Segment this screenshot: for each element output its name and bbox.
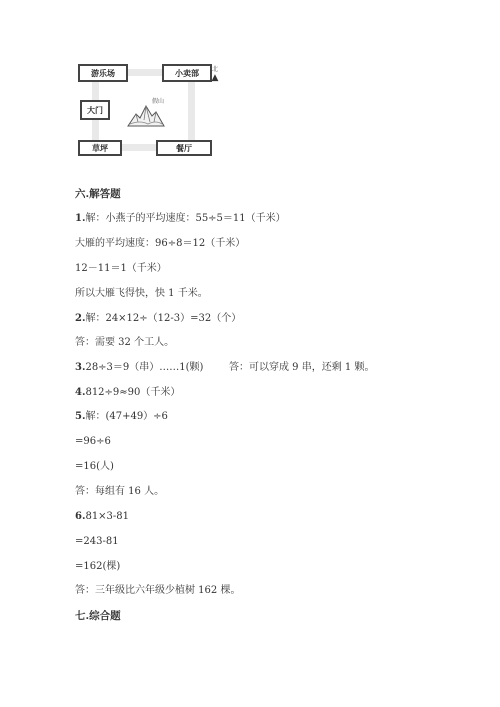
map-amusement-park: 游乐场 xyxy=(78,64,128,82)
q4-line: 4.812÷9≈90（千米） xyxy=(75,387,181,398)
map-hill-label: 假山 xyxy=(152,98,165,105)
hill-icon xyxy=(126,100,166,128)
q5-line-2: =96÷6 xyxy=(75,436,111,447)
q2-line-1: 2.解：24×12÷（12-3）=32（个） xyxy=(75,313,242,324)
q6-line-4: 答：三年级比六年级少植树 162 棵。 xyxy=(75,585,241,596)
q2-line-2: 答：需要 32 个工人。 xyxy=(75,337,175,348)
q3-answer: 答：可以穿成 9 串，还剩 1 颗。 xyxy=(229,362,375,373)
q5-line-3: =16(人) xyxy=(75,461,114,472)
q6-number: 6. xyxy=(75,511,86,522)
q5-line-1: 5.解：(47+49）÷6 xyxy=(75,411,168,422)
q6-line-2: =243-81 xyxy=(75,536,119,547)
q3-line: 3.28÷3＝9（串）……1(颗) xyxy=(75,362,204,373)
north-label: 北 xyxy=(211,66,218,73)
north-arrow-icon: ▲ xyxy=(211,73,219,83)
road-right xyxy=(188,80,195,142)
q6-line-1: 6.81×3-81 xyxy=(75,511,130,522)
q3-number: 3. xyxy=(75,362,86,373)
q4-number: 4. xyxy=(75,387,86,398)
map-restaurant: 餐厅 xyxy=(156,140,212,156)
q6-line-3: =162(棵) xyxy=(75,561,121,572)
q1-line-4: 所以大雁飞得快，快 1 千米。 xyxy=(75,288,208,299)
q1-line-3: 12－11＝1（千米） xyxy=(75,263,167,274)
q2-number: 2. xyxy=(75,313,86,324)
section-title: 七.综合题 xyxy=(75,610,121,622)
map-shop: 小卖部 xyxy=(162,64,212,82)
q1-line-1: 1.解：小燕子的平均速度：55÷5＝11（千米） xyxy=(75,213,286,224)
north-indicator xyxy=(208,66,222,83)
q5-line-4: 答：每组有 16 人。 xyxy=(75,486,165,497)
park-map xyxy=(72,58,228,162)
map-gate: 大门 xyxy=(80,100,110,120)
q1-number: 1. xyxy=(75,213,86,224)
q1-line-2: 大雁的平均速度：96÷8＝12（千米） xyxy=(75,238,246,249)
map-lawn: 草坪 xyxy=(78,140,122,156)
q5-number: 5. xyxy=(75,411,86,422)
section-title: 六.解答题 xyxy=(75,188,121,200)
